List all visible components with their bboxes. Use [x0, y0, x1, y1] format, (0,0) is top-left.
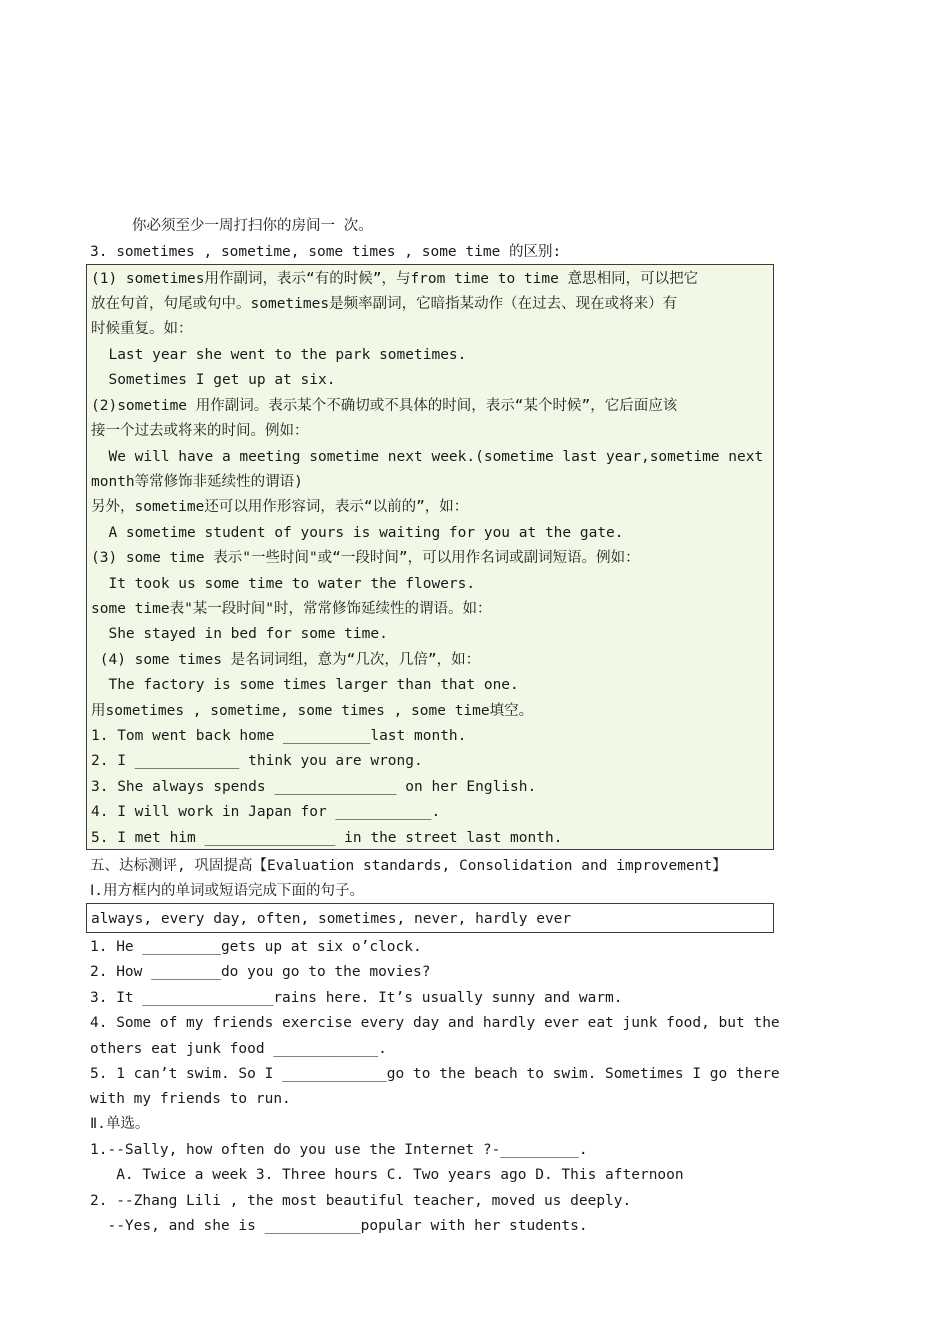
box-line: 另外，sometime还可以用作形容词，表示“以前的”，如： — [91, 499, 469, 515]
chinese-example-sentence: 你必须至少一周打扫你的房间一 次。 — [132, 218, 373, 234]
point-3-heading: 3. sometimes , sometime, some times , some time 的区别: — [90, 244, 562, 260]
fill-in-question: 1. Tom went back home __________last month. — [91, 728, 467, 744]
box-example-line: The factory is some times larger than that one. — [91, 677, 519, 693]
fill-in-question: 5. I met him _______________ in the street last month. — [91, 830, 563, 846]
box-line: (3) some time 表示"一些时间"或“一段时间”，可以用作名词或副词短语。例如： — [91, 550, 640, 566]
box-example-line: Last year she went to the park sometimes. — [91, 347, 467, 363]
part-1-question: 4. Some of my friends exercise every day and hardly ever eat junk food, but the — [90, 1015, 780, 1031]
box-line: (4) some times 是名词词组，意为“几次，几倍”，如： — [91, 652, 481, 668]
box-example-line: She stayed in bed for some time. — [91, 626, 388, 642]
fill-in-question: 4. I will work in Japan for ___________. — [91, 804, 441, 820]
part-1-question: 5. 1 can’t swim. So I ____________go to the beach to swim. Sometimes I go there — [90, 1066, 780, 1082]
part-1-question-cont: others eat junk food ____________. — [90, 1041, 387, 1057]
part-1-heading: Ⅰ.用方框内的单词或短语完成下面的句子。 — [90, 883, 365, 899]
word-box — [86, 903, 774, 933]
box-line: 放在句首，句尾或句中。sometimes是频率副词，它暗指某动作（在过去、现在或将来）有 — [91, 296, 678, 312]
fill-in-question: 3. She always spends ______________ on her English. — [91, 779, 537, 795]
part-2-question: 1.--Sally, how often do you use the Internet ?-_________. — [90, 1142, 588, 1158]
word-box-text: always, every day, often, sometimes, never, hardly ever — [91, 911, 572, 927]
part-2-heading: Ⅱ.单选。 — [90, 1116, 150, 1132]
section-5-heading: 五、达标测评, 巩固提高【Evaluation standards, Consolidation and improvement】 — [90, 858, 727, 874]
part-2-question: 2. --Zhang Lili , the most beautiful teacher, moved us deeply. — [90, 1193, 632, 1209]
box-line: (2)sometime 用作副词。表示某个不确切或不具体的时间，表示“某个时候”，它后面应该 — [91, 398, 678, 414]
box-example-line: Sometimes I get up at six. — [91, 372, 336, 388]
part-1-question-cont: with my friends to run. — [90, 1091, 291, 1107]
fill-in-question: 2. I ____________ think you are wrong. — [91, 753, 423, 769]
explanation-box — [86, 264, 774, 850]
part-2-options: A. Twice a week 3. Three hours C. Two years ago D. This afternoon — [90, 1167, 684, 1183]
box-line: 接一个过去或将来的时间。例如： — [91, 423, 309, 439]
part-2-question-cont: --Yes, and she is ___________popular with her students. — [90, 1218, 588, 1234]
box-line: some time表"某一段时间"时，常常修饰延续性的谓语。如： — [91, 601, 492, 617]
part-1-question: 1. He _________gets up at six o’clock. — [90, 939, 422, 955]
fill-in-instruction: 用sometimes , sometime, some times , some time填空。 — [91, 703, 534, 719]
part-1-question: 2. How ________do you go to the movies? — [90, 964, 431, 980]
box-example-line: We will have a meeting sometime next week.(sometime last year,sometime next — [91, 449, 764, 465]
box-line: (1) sometimes用作副词，表示“有的时候”，与from time to time 意思相同，可以把它 — [91, 271, 699, 287]
part-1-question: 3. It _______________rains here. It’s usually sunny and warm. — [90, 990, 623, 1006]
box-line: month等常修饰非延续性的谓语) — [91, 474, 303, 490]
box-line: 时候重复。如： — [91, 321, 193, 337]
box-example-line: It took us some time to water the flowers. — [91, 576, 476, 592]
box-example-line: A sometime student of yours is waiting for you at the gate. — [91, 525, 624, 541]
